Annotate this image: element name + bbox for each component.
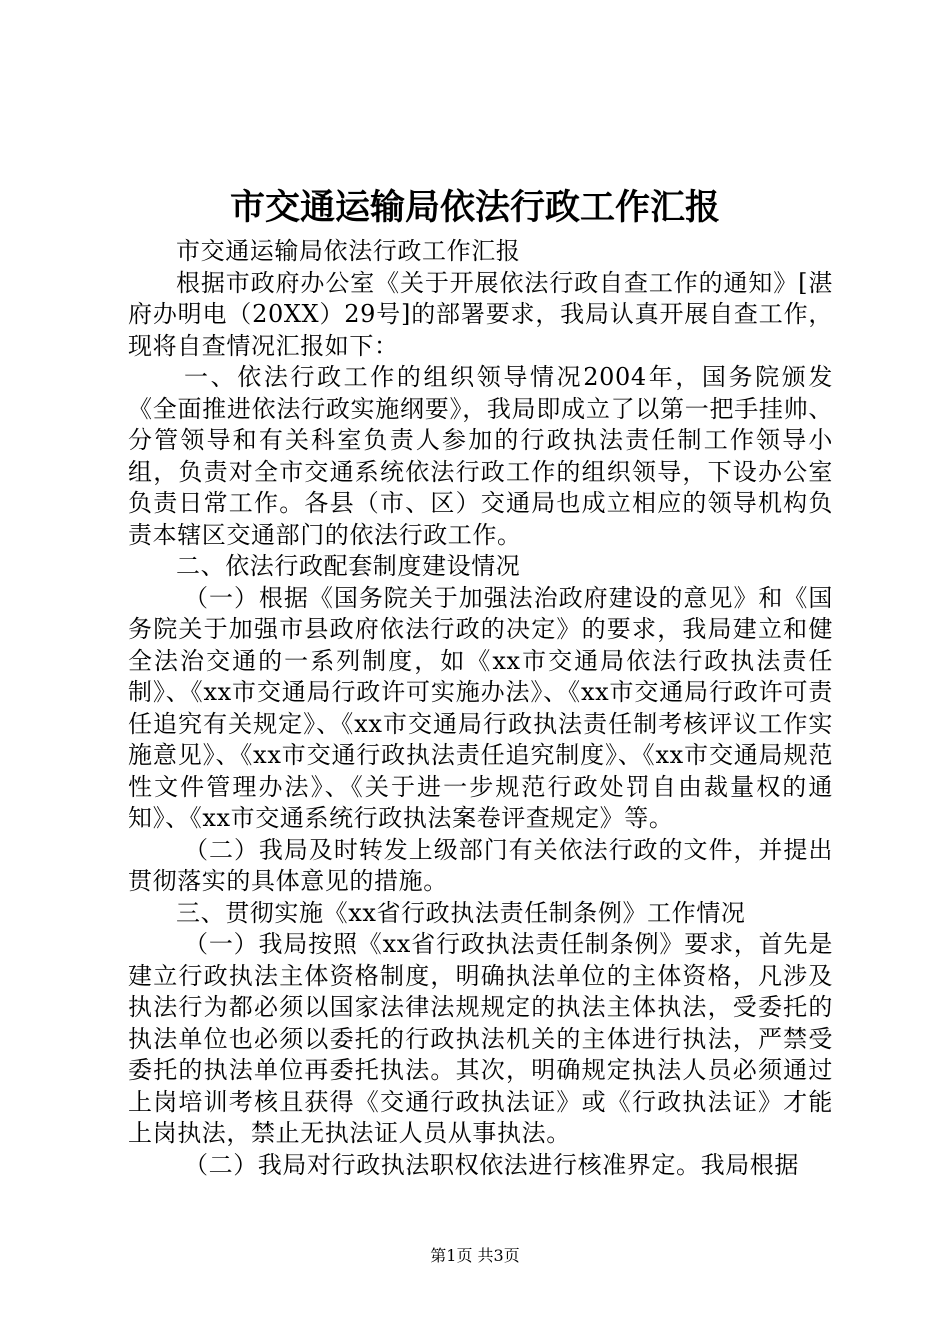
page-title: 市交通运输局依法行政工作汇报 [229,187,720,228]
paragraph-section-1: 一、依法行政工作的组织领导情况2004年，国务院颁发《全面推进依法行政实施纲要》，我局即成立了以第一把手挂帅、分管领导和有关科室负责人参加的行政执法责任制工作领导小组，负责对全市交通系统依法行政工作的组织领导，下设办公室负责日常工作。各县（市、区）交通局也成立相应的领导机构负责本辖区交通部门的依法行政工作。 [128,363,833,549]
document-body [128,236,833,1181]
section-2-heading: 二、依法行政配套制度建设情况 [176,552,521,580]
paragraph-section-3-item-2: （二）我局对行政执法职权依法进行核准界定。我局根据 [184,1150,799,1179]
paragraph-subtitle: 市交通运输局依法行政工作汇报 [176,237,521,265]
section-3-heading: 三、贯彻实施《xx省行政执法责任制条例》工作情况 [176,898,746,927]
paragraph-intro: 根据市政府办公室《关于开展依法行政自查工作的通知》[湛府办明电（20XX）29号]的部署要求，我局认真开展自查工作，现将自查情况汇报如下： [128,268,833,360]
paragraph-section-3-item-1: （一）我局按照《xx省行政执法责任制条例》要求，首先是建立行政执法主体资格制度，明确执法单位的主体资格，凡涉及执法行为都必须以国家法律法规规定的执法主体执法，受委托的执法单位也必须以委托的行政执法机关的主体进行执法，严禁受委托的执法单位再委托执法。其次，明确规定执法人员必须通过上岗培训考核且获得《交通行政执法证》或《行政执法证》才能上岗执法，禁止无执法证人员从事执法。 [128,930,833,1147]
paragraph-section-2-item-2: （二）我局及时转发上级部门有关依法行政的文件，并提出贯彻落实的具体意见的措施。 [128,835,833,895]
paragraph-section-2-item-1: （一）根据《国务院关于加强法治政府建设的意见》和《国务院关于加强市县政府依法行政的决定》的要求，我局建立和健全法治交通的一系列制度，如《xx市交通局依法行政执法责任制》、《xx市交通局行政许可实施办法》、《xx市交通局行政许可责任追究有关规定》、《xx市交通局行政执法责任制考核评议工作实施意见》、《xx市交通行政执法责任追究制度》、《xx市交通局规范性文件管理办法》、《关于进一步规范行政处罚自由裁量权的通知》、《xx市交通系统行政执法案卷评查规定》等。 [128,583,833,832]
page-number-footer: 第1页 共3页 [430,1246,520,1265]
